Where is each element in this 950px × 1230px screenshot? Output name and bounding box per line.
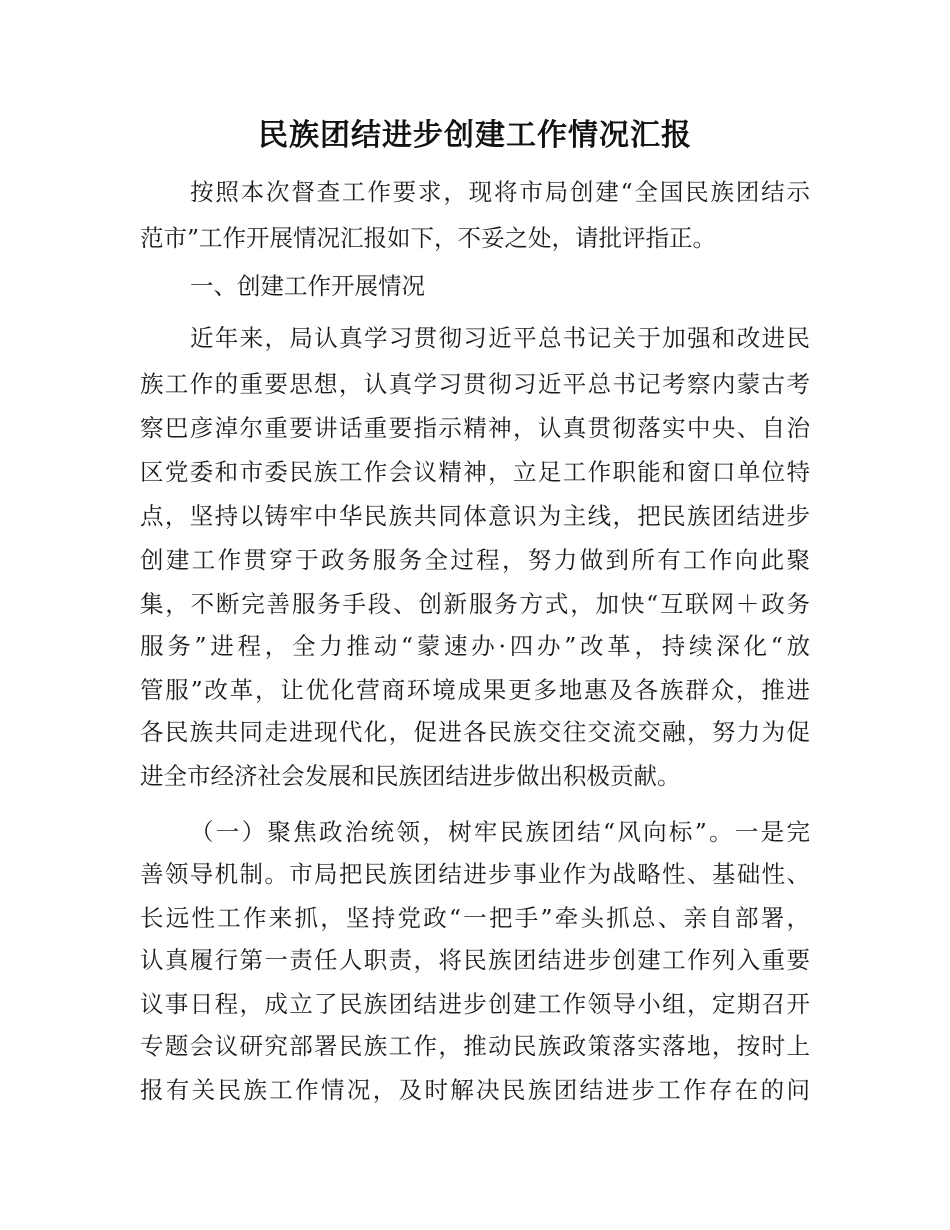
text-line: 近年来，局认真学习贯彻习近平总书记关于加强和改进民 [190,324,810,352]
text-line: 创建工作贯穿于政务服务全过程，努力做到所有工作向此聚 [140,546,810,574]
text-line: 议事日程，成立了民族团结进步创建工作领导小组，定期召开 [140,990,810,1018]
text-line: 认真履行第一责任人职责，将民族团结进步创建工作列入重要 [140,946,810,974]
text-line: 各民族共同走进现代化，促进各民族交往交流交融，努力为促 [140,718,810,746]
text-line: 集，不断完善服务手段、创新服务方式，加快“互联网＋政务 [140,590,810,618]
text-line: 长远性工作来抓，坚持党政“一把手”牵头抓总、亲自部署， [140,904,810,932]
text-line: 进全市经济社会发展和民族团结进步做出积极贡献。 [140,762,681,790]
text-line: 族工作的重要思想，认真学习贯彻习近平总书记考察内蒙古考 [140,370,810,398]
text-line: 按照本次督查工作要求，现将市局创建“全国民族团结示 [190,178,810,206]
text-line: 管服”改革，让优化营商环境成果更多地惠及各族群众，推进 [140,676,810,704]
text-line: 察巴彦淖尔重要讲话重要指示精神，认真贯彻落实中央、自治 [140,414,810,442]
text-line: 善领导机制。市局把民族团结进步事业作为战略性、基础性、 [140,860,810,888]
text-line: 范市”工作开展情况汇报如下，不妥之处，请批评指正。 [140,224,717,252]
text-line: 区党委和市委民族工作会议精神，立足工作职能和窗口单位特 [140,458,810,486]
document-title: 民族团结进步创建工作情况汇报 [258,118,692,153]
text-line: 点，坚持以铸牢中华民族共同体意识为主线，把民族团结进步 [140,502,810,530]
text-line: 专题会议研究部署民族工作，推动民族政策落实落地，按时上 [140,1032,810,1060]
text-line: 报有关民族工作情况，及时解决民族团结进步工作存在的问 [140,1076,810,1104]
section-heading: 一、创建工作开展情况 [190,272,425,300]
text-line: （一）聚焦政治统领，树牢民族团结“风向标”。一是完 [190,818,810,846]
text-line: 服务”进程，全力推动“蒙速办·四办”改革，持续深化“放 [140,632,810,660]
